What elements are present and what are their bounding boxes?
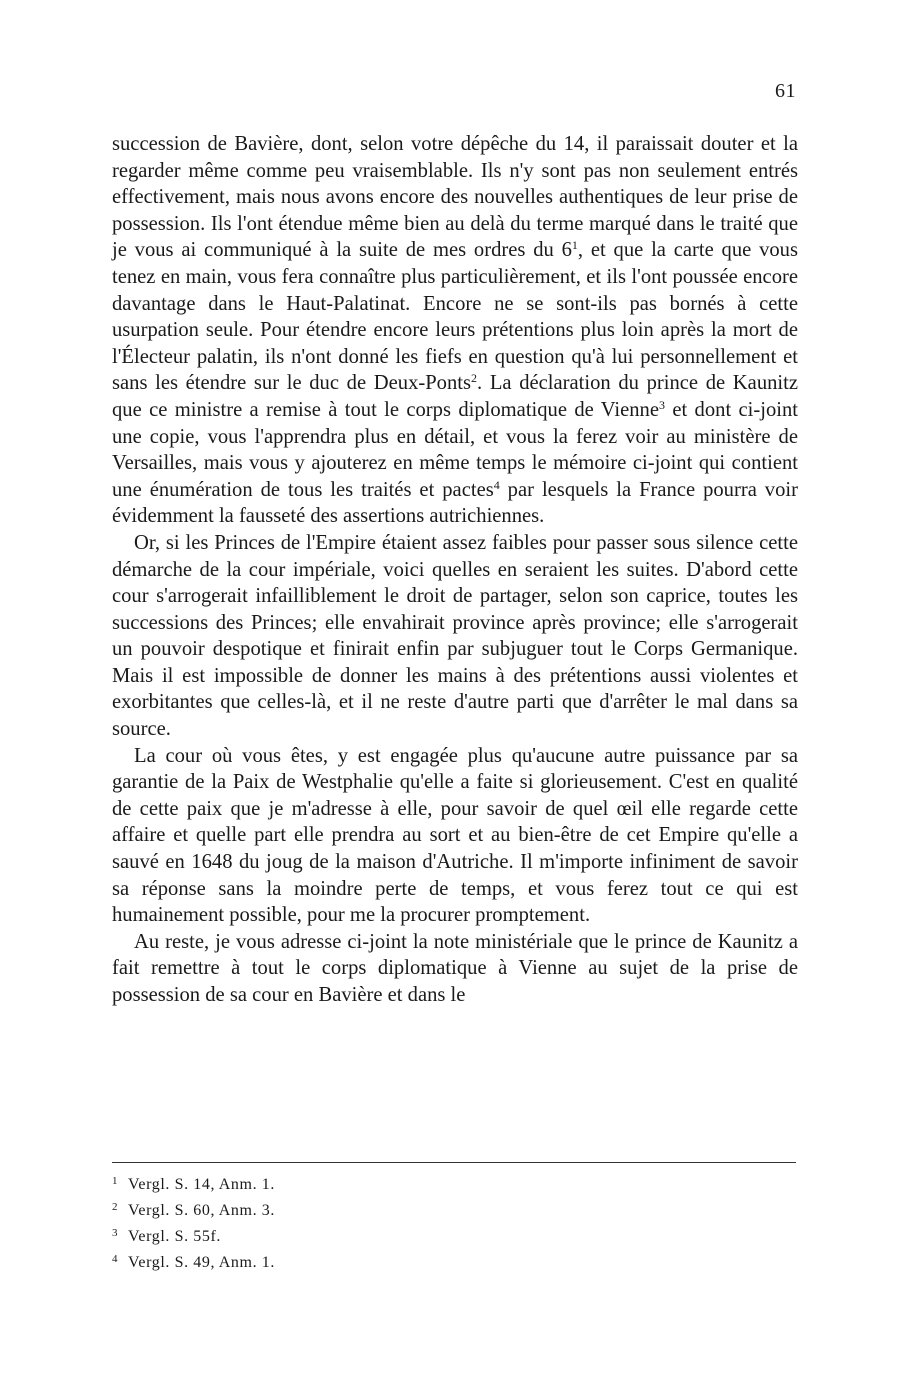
footnote-ref: 1 [571, 238, 578, 253]
page-number: 61 [775, 80, 796, 102]
footnote-ref: 3 [659, 397, 665, 412]
text-run: La cour où vous êtes, y est engagée plus qu'aucune autre puissance par sa garantie de la Paix de Westphalie qu'elle a faite si glorieusement. C'est en qualité de cette paix que je m'adresse à elle, pour savoir de quel œil elle regarde cette affaire et quelle part elle prendra au sort et au bien-être de cet Empire qu'elle a sauvé en 1648 du joug de la maison d'Autriche. Il m'importe infiniment de savoir sa réponse sans la moindre perte de temps, et vous ferez tout ce qui est humainement possible, pour me la procurer promptement. [112, 744, 798, 927]
footnote-ref: 4 [493, 477, 500, 492]
paragraph [112, 743, 798, 929]
footnote-text: Vergl. S. 55f. [128, 1228, 221, 1245]
footnote-divider [112, 1162, 796, 1163]
text-run: Au reste, je vous adresse ci-joint la note ministériale que le prince de Kaunitz a fait remettre à tout le corps diplomatique à Vienne au sujet de la prise de possession de sa cour en Bavière et dans le [112, 930, 798, 1006]
text-run: Or, si les Princes de l'Empire étaient assez faibles pour passer sous silence cette démarche de la cour impériale, voici quelles en seraient les suites. D'abord cette cour s'arrogerait infailliblement le droit de partager, selon son caprice, toutes les successions des Princes; elle envahirait province après province; elle s'arrogerait un pouvoir despotique et finirait enfin par subjuguer tout le Corps Germanique. Mais il est impossible de donner les mains à des prétentions aussi violentes et exorbitantes que celles-là, et il ne reste d'autre parti que d'arrêter le mal dans sa source. [112, 531, 798, 741]
footnote-text: Vergl. S. 14, Anm. 1. [128, 1176, 275, 1193]
footnote: 3 Vergl. S. 55f. [112, 1227, 221, 1245]
footnote-ref: 2 [471, 371, 478, 386]
text-run: et dont ci-joint une copie, vous l'apprendra plus en détail, et vous la ferez voir au ministère de Versailles, mais vous y ajouterez en même temps le mémoire ci-joint qui contient une énumération de tous les traités et pactes [112, 398, 798, 501]
text-run: succession de Bavière, dont, selon votre dépêche du 14, il paraissait douter et la regarder même comme peu vraisemblable. Ils n'y sont pas non seulement entrés effectivement, mais nous avons encore des nouvelles authentiques de leur prise de possession. Ils l'ont étendue même bien au delà du terme marqué dans le traité que je vous ai communiqué à la suite de mes ordres du 6 [112, 133, 798, 262]
paragraph [112, 131, 798, 530]
footnote: 1 Vergl. S. 14, Anm. 1. [112, 1175, 275, 1193]
paragraph [112, 530, 798, 743]
text-run: . La déclaration du prince de Kaunitz que ce ministre a remise à tout le corps diplomatique de Vienne [112, 372, 798, 421]
footnote: 4 Vergl. S. 49, Anm. 1. [112, 1253, 275, 1271]
footnote-text: Vergl. S. 60, Anm. 3. [128, 1202, 275, 1219]
footnote-text: Vergl. S. 49, Anm. 1. [128, 1254, 275, 1271]
footnotes [112, 1172, 798, 1276]
text-run: , et que la carte que vous tenez en main, vous fera connaître plus particulièrement, et ils l'ont poussée encore davantage dans le Haut-Palatinat. Encore ne se sont-ils pas bornés à cette usurpation seule. Pour étendre encore leurs prétentions plus loin après la mort de l'Électeur palatin, ils n'ont donné les fiefs en question qu'à lui personnellement et sans les étendre sur le duc de Deux-Ponts [112, 239, 798, 395]
footnote: 2 Vergl. S. 60, Anm. 3. [112, 1201, 275, 1219]
text-run: par lesquels la France pourra voir évidemment la fausseté des assertions autrichiennes. [112, 478, 798, 528]
body-text [112, 131, 798, 1009]
paragraph [112, 929, 798, 1009]
